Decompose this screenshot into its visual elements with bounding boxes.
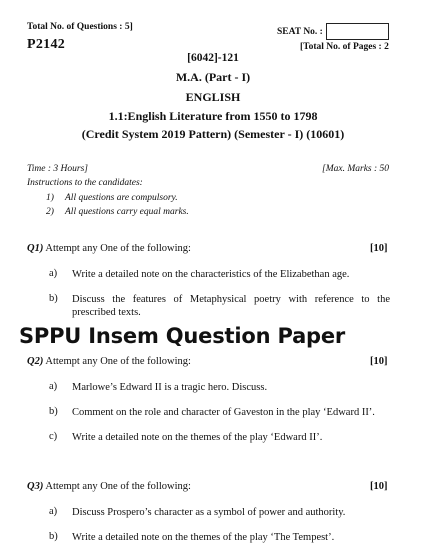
seat-no-label: SEAT No. : <box>277 27 323 37</box>
sub-question-letter: a) <box>49 268 58 279</box>
instruction-text: All questions are compulsory. <box>65 193 178 203</box>
sub-question-text: Comment on the role and character of Gaveston in the play ‘Edward II’. <box>72 407 375 418</box>
banner-title: SPPU Insem Question Paper <box>19 324 346 348</box>
max-marks: [Max. Marks : 50 <box>322 164 390 174</box>
question-number: Q2) <box>27 356 44 367</box>
time-allowed: Time : 3 Hours] <box>27 164 88 174</box>
question-1 <box>27 243 191 254</box>
instruction-num: 2) <box>46 207 54 217</box>
question-3 <box>27 481 191 492</box>
total-questions: Total No. of Questions : 5] <box>27 22 133 32</box>
question-marks: [10] <box>370 356 388 367</box>
instruction-text: All questions carry equal marks. <box>65 207 189 217</box>
sub-question-text: Write a detailed note on the characteristics of the Elizabethan age. <box>72 269 350 280</box>
question-number: Q3) <box>27 481 44 492</box>
sub-question-letter: a) <box>49 506 58 517</box>
sub-question-letter: c) <box>49 431 58 442</box>
sub-question-letter: b) <box>49 531 58 542</box>
sub-question-text: Discuss Prospero’s character as a symbol of power and authority. <box>72 507 346 518</box>
question-marks: [10] <box>370 243 388 254</box>
sub-question-text: Discuss the features of Metaphysical poetry with reference to the prescribed texts. <box>72 294 390 318</box>
question-number: Q1) <box>27 243 44 254</box>
sub-question-text: Write a detailed note on the themes of the play ‘The Tempest’. <box>72 532 335 543</box>
sub-question-letter: b) <box>49 293 58 304</box>
exam-code: [6042]-121 <box>187 52 239 64</box>
instruction-num: 1) <box>46 193 54 203</box>
paper-title: 1.1:English Literature from 1550 to 1798 <box>108 109 318 123</box>
question-prompt: Attempt any One of the following: <box>45 356 191 367</box>
total-pages: [Total No. of Pages : 2 <box>300 42 389 52</box>
course-level: M.A. (Part - I) <box>175 70 251 84</box>
question-prompt: Attempt any One of the following: <box>45 481 191 492</box>
pattern: (Credit System 2019 Pattern) (Semester - I) (10601) <box>81 127 345 141</box>
question-2 <box>27 356 191 367</box>
sub-question-letter: b) <box>49 406 58 417</box>
question-marks: [10] <box>370 481 388 492</box>
subject: ENGLISH <box>185 90 241 104</box>
sub-question-text: Write a detailed note on the themes of the play ‘Edward II’. <box>72 432 323 443</box>
sub-question-letter: a) <box>49 381 58 392</box>
seat-no-field[interactable] <box>326 23 389 40</box>
instructions-heading: Instructions to the candidates: <box>27 178 143 188</box>
question-prompt: Attempt any One of the following: <box>45 243 191 254</box>
sub-question-text: Marlowe’s Edward II is a tragic hero. Discuss. <box>72 382 268 393</box>
paper-code: P2142 <box>27 37 66 52</box>
